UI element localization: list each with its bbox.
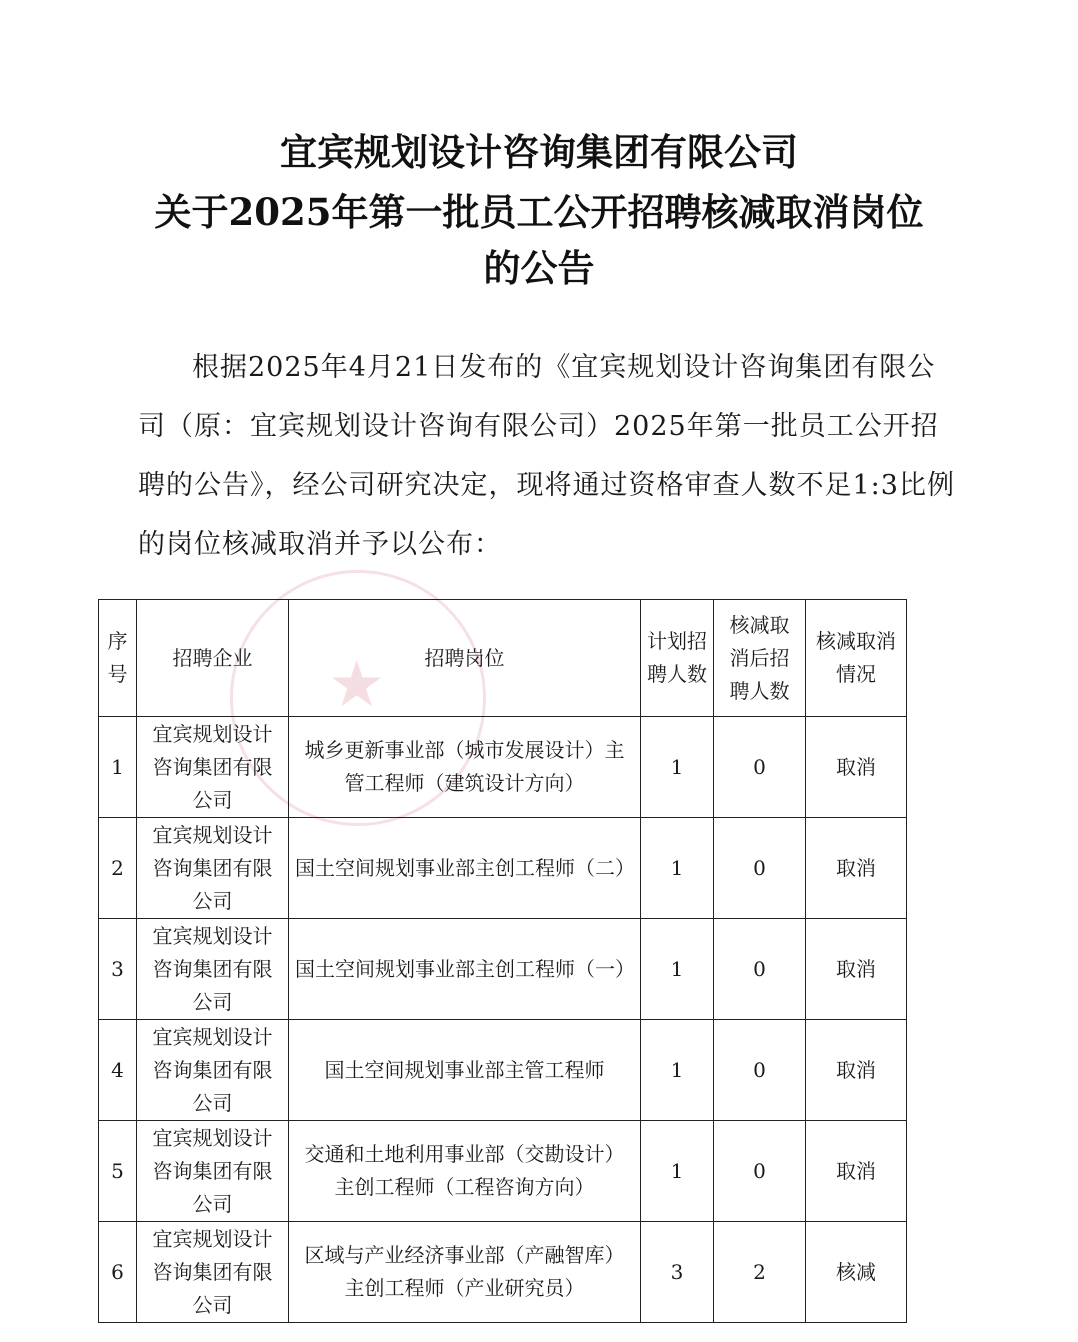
header-no: 序号: [99, 600, 137, 717]
cell-after: 0: [714, 919, 806, 1020]
header-position: 招聘岗位: [289, 600, 641, 717]
cell-company: 宜宾规划设计咨询集团有限公司: [137, 919, 289, 1020]
cell-company: 宜宾规划设计咨询集团有限公司: [137, 1020, 289, 1121]
header-company: 招聘企业: [137, 600, 289, 717]
announcement-paragraph: 根据2025年4月21日发布的《宜宾规划设计咨询集团有限公司（原：宜宾规划设计咨询有限公司）2025年第一批员工公开招聘的公告》，经公司研究决定，现将通过资格审查人数不足1:3比例的岗位核减取消并予以公布：: [138, 352, 955, 560]
cell-position: 国土空间规划事业部主创工程师（二）: [289, 818, 641, 919]
table-row: [99, 717, 907, 818]
cell-after: 0: [714, 1020, 806, 1121]
cell-planned: 3: [641, 1222, 714, 1323]
title-line-3: 的公告: [483, 246, 595, 290]
cell-status: 取消: [806, 818, 907, 919]
cell-status: 取消: [806, 919, 907, 1020]
cell-company: 宜宾规划设计咨询集团有限公司: [137, 717, 289, 818]
table-row: [99, 1121, 907, 1222]
cell-planned: 1: [641, 717, 714, 818]
cell-status: 取消: [806, 1121, 907, 1222]
header-status: 核减取消情况: [806, 600, 907, 717]
table-header-row: [99, 600, 907, 717]
header-after: 核减取消后招聘人数: [714, 600, 806, 717]
title-line-2: 关于2025年第一批员工公开招聘核减取消岗位: [154, 190, 924, 234]
cell-no: 3: [99, 919, 137, 1020]
cell-planned: 1: [641, 818, 714, 919]
cell-position: 区域与产业经济事业部（产融智库）主创工程师（产业研究员）: [289, 1222, 641, 1323]
cell-planned: 1: [641, 919, 714, 1020]
title-line-1: 宜宾规划设计咨询集团有限公司: [280, 130, 798, 174]
table-row: [99, 818, 907, 919]
cell-planned: 1: [641, 1121, 714, 1222]
cell-planned: 1: [641, 1020, 714, 1121]
cell-company: 宜宾规划设计咨询集团有限公司: [137, 1121, 289, 1222]
cell-no: 1: [99, 717, 137, 818]
cell-status: 取消: [806, 1020, 907, 1121]
cell-after: 0: [714, 818, 806, 919]
cell-position: 国土空间规划事业部主创工程师（一）: [289, 919, 641, 1020]
cell-after: 2: [714, 1222, 806, 1323]
cell-position: 交通和土地利用事业部（交勘设计）主创工程师（工程咨询方向）: [289, 1121, 641, 1222]
announcement-body: [138, 338, 958, 574]
cell-no: 6: [99, 1222, 137, 1323]
table-row: [99, 919, 907, 1020]
cancelled-positions-table: [98, 599, 907, 1323]
cell-position: 国土空间规划事业部主管工程师: [289, 1020, 641, 1121]
cell-status: 取消: [806, 717, 907, 818]
cell-company: 宜宾规划设计咨询集团有限公司: [137, 1222, 289, 1323]
cell-status: 核减: [806, 1222, 907, 1323]
seal-star-icon: ★: [328, 648, 386, 722]
cell-after: 0: [714, 1121, 806, 1222]
table-row: [99, 1020, 907, 1121]
cell-no: 5: [99, 1121, 137, 1222]
table-row: [99, 1222, 907, 1323]
cell-position: 城乡更新事业部（城市发展设计）主管工程师（建筑设计方向）: [289, 717, 641, 818]
cell-company: 宜宾规划设计咨询集团有限公司: [137, 818, 289, 919]
header-planned: 计划招聘人数: [641, 600, 714, 717]
cell-after: 0: [714, 717, 806, 818]
cell-no: 2: [99, 818, 137, 919]
cell-no: 4: [99, 1020, 137, 1121]
